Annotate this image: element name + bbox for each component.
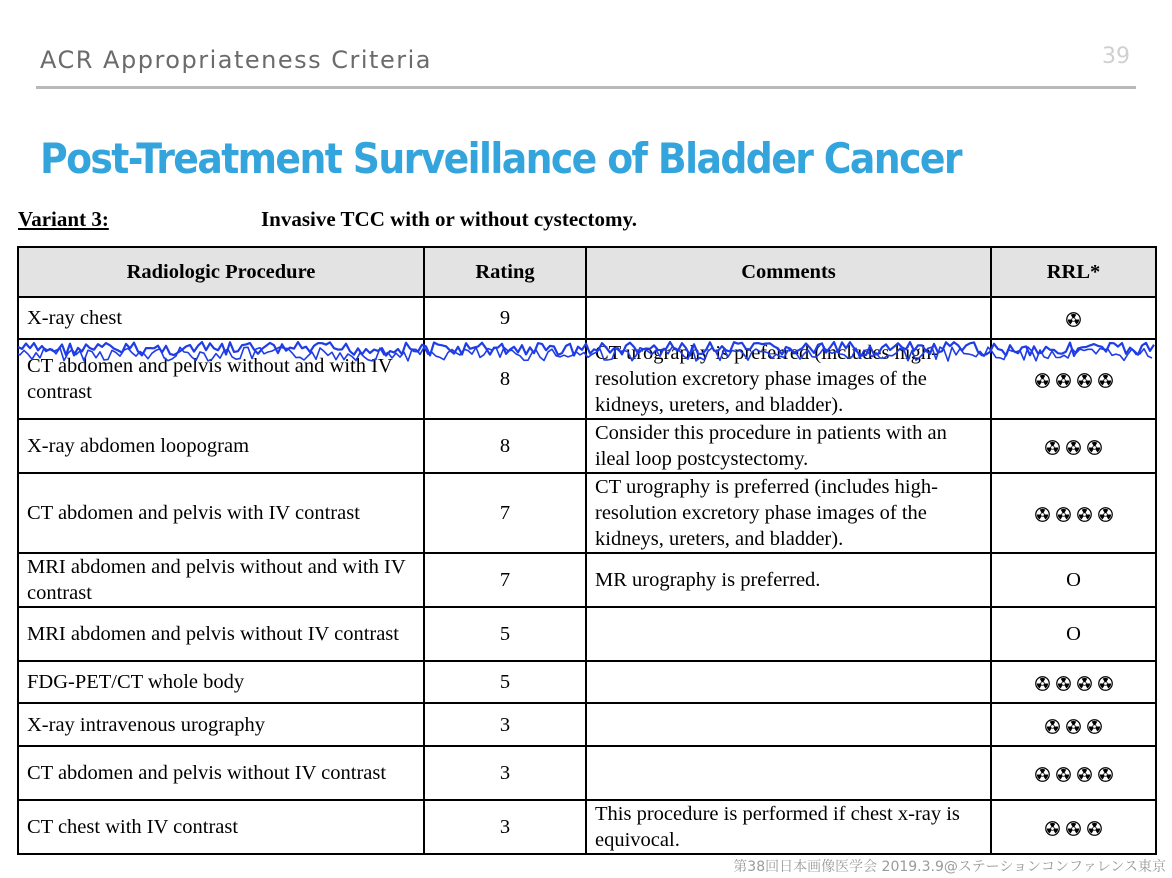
- procedure-cell: CT abdomen and pelvis without IV contrast: [18, 746, 424, 800]
- rrl-cell: [991, 661, 1156, 703]
- radiation-icon: [1056, 507, 1071, 522]
- radiation-icon: [1066, 821, 1081, 836]
- rating-cell: 3: [424, 800, 586, 854]
- radiation-icon: [1087, 440, 1102, 455]
- rrl-text: O: [1066, 623, 1081, 646]
- rrl-cell: [991, 297, 1156, 339]
- radiation-icon: [1098, 767, 1113, 782]
- table-row: [18, 297, 1156, 339]
- table-row: [18, 473, 1156, 553]
- radiation-icon: [1035, 767, 1050, 782]
- radiation-icon: [1056, 373, 1071, 388]
- rrl-text: O: [1066, 569, 1081, 592]
- procedure-cell: MRI abdomen and pelvis without IV contrast: [18, 607, 424, 661]
- comment-cell: [586, 703, 991, 746]
- table-row: [18, 746, 1156, 800]
- comment-cell: MR urography is preferred.: [586, 553, 991, 607]
- radiation-icon: [1098, 676, 1113, 691]
- comment-cell: [586, 297, 991, 339]
- variant-label: Variant 3:: [18, 207, 109, 231]
- rrl-cell: [991, 746, 1156, 800]
- radiation-icon: [1035, 373, 1050, 388]
- radiation-icon: [1087, 821, 1102, 836]
- table-header-row: [18, 247, 1156, 297]
- procedure-cell: MRI abdomen and pelvis without and with IV contrast: [18, 553, 424, 607]
- table-row: [18, 553, 1156, 607]
- procedure-cell: CT abdomen and pelvis without and with IV contrast: [18, 339, 424, 419]
- comment-cell: Consider this procedure in patients with an ileal loop postcystectomy.: [586, 419, 991, 473]
- radiation-icon: [1098, 507, 1113, 522]
- radiation-icon: [1045, 719, 1060, 734]
- comment-cell: CT urography is preferred (includes high-resolution excretory phase images of the kidneys, ureters, and bladder).: [586, 339, 991, 419]
- header-divider: [36, 86, 1136, 89]
- slide-title: Post-Treatment Surveillance of Bladder Cancer: [40, 134, 961, 183]
- rating-cell: 8: [424, 419, 586, 473]
- redaction-scribble: [18, 339, 1156, 363]
- radiation-icon: [1035, 676, 1050, 691]
- rating-cell: 7: [424, 473, 586, 553]
- table-body: [18, 297, 1156, 854]
- rating-cell: 5: [424, 661, 586, 703]
- table-row: [18, 703, 1156, 746]
- radiation-icon: [1066, 312, 1081, 327]
- header-title: ACR Appropriateness Criteria: [40, 46, 432, 74]
- rating-cell: 5: [424, 607, 586, 661]
- radiation-icon: [1066, 719, 1081, 734]
- radiation-icon: [1035, 507, 1050, 522]
- radiation-icon: [1087, 719, 1102, 734]
- procedure-cell: CT abdomen and pelvis with IV contrast: [18, 473, 424, 553]
- comment-cell: [586, 746, 991, 800]
- radiation-icon: [1077, 767, 1092, 782]
- radiation-icon: [1045, 440, 1060, 455]
- radiation-icon: [1066, 440, 1081, 455]
- appropriateness-table: [17, 246, 1157, 855]
- column-header-rating: Rating: [424, 247, 586, 297]
- radiation-icon: [1077, 676, 1092, 691]
- column-header-comments: Comments: [586, 247, 991, 297]
- rating-cell: 8: [424, 339, 586, 419]
- radiation-icon: [1077, 507, 1092, 522]
- comment-cell: CT urography is preferred (includes high-resolution excretory phase images of the kidneys, ureters, and bladder).: [586, 473, 991, 553]
- radiation-icon: [1098, 373, 1113, 388]
- rrl-cell: [991, 553, 1156, 607]
- table-row: [18, 800, 1156, 854]
- rating-cell: 3: [424, 746, 586, 800]
- table-row: [18, 419, 1156, 473]
- rrl-cell: [991, 419, 1156, 473]
- rating-cell: 9: [424, 297, 586, 339]
- procedure-cell: X-ray abdomen loopogram: [18, 419, 424, 473]
- column-header-rrl: RRL*: [991, 247, 1156, 297]
- table-row: [18, 661, 1156, 703]
- radiation-icon: [1045, 821, 1060, 836]
- variant-description: Invasive TCC with or without cystectomy.: [261, 207, 638, 231]
- comment-cell: [586, 661, 991, 703]
- rating-cell: 7: [424, 553, 586, 607]
- procedure-cell: X-ray intravenous urography: [18, 703, 424, 746]
- rating-cell: 3: [424, 703, 586, 746]
- procedure-cell: X-ray chest: [18, 297, 424, 339]
- rrl-cell: [991, 607, 1156, 661]
- table-row: [18, 607, 1156, 661]
- procedure-cell: FDG-PET/CT whole body: [18, 661, 424, 703]
- procedure-cell: CT chest with IV contrast: [18, 800, 424, 854]
- rrl-cell: [991, 800, 1156, 854]
- radiation-icon: [1056, 767, 1071, 782]
- footer-text: 第38回日本画像医学会 2019.3.9@ステーションコンファレンス東京: [733, 859, 1166, 875]
- radiation-icon: [1077, 373, 1092, 388]
- comment-cell: [586, 607, 991, 661]
- radiation-icon: [1056, 676, 1071, 691]
- column-header-procedure: Radiologic Procedure: [18, 247, 424, 297]
- page-number: 39: [1102, 44, 1130, 69]
- rrl-cell: [991, 473, 1156, 553]
- rrl-cell: [991, 703, 1156, 746]
- comment-cell: This procedure is performed if chest x-ray is equivocal.: [586, 800, 991, 854]
